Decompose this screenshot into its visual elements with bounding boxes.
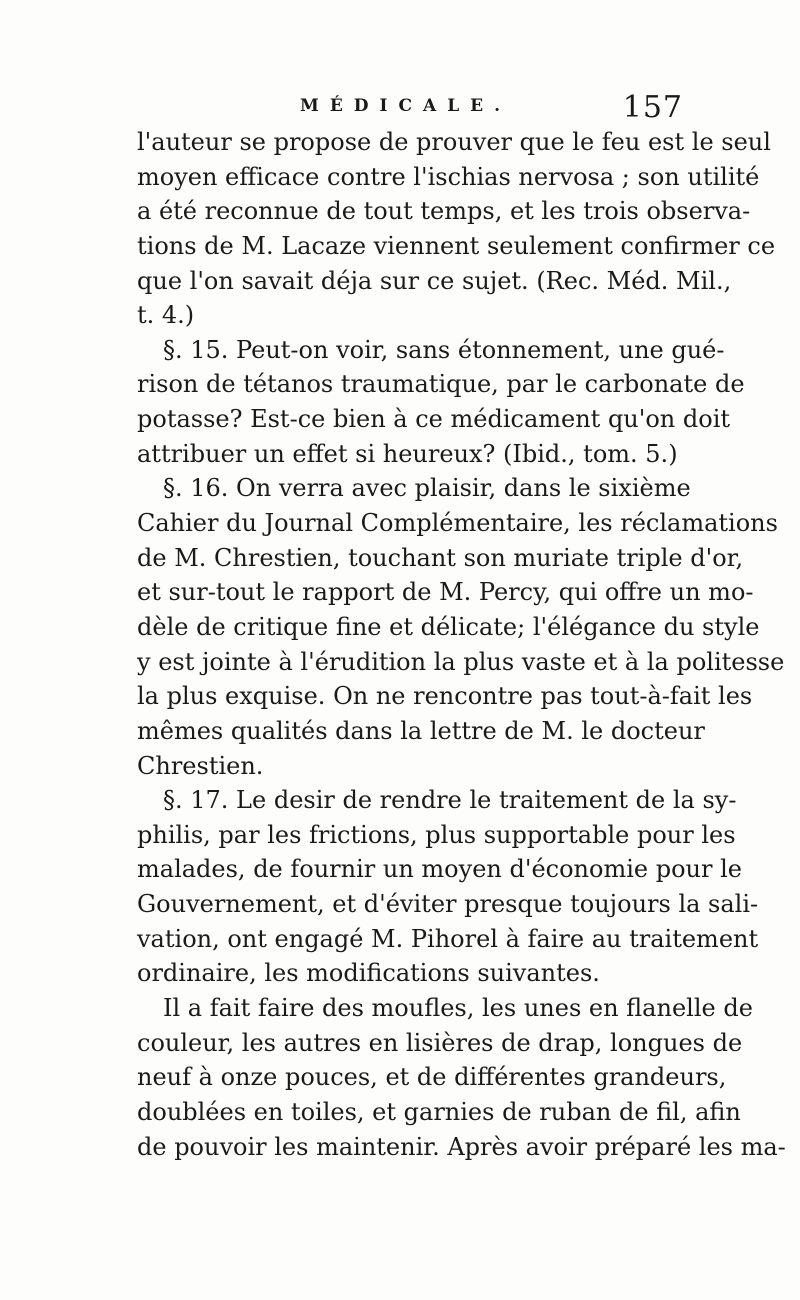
text-line: malades, de fournir un moyen d'économie pour le (137, 855, 742, 884)
paragraph-start-line: §. 16. On verra avec plaisir, dans le sixième (163, 474, 691, 503)
text-line: neuf à onze pouces, et de différentes grandeurs, (137, 1063, 727, 1092)
text-line: de pouvoir les maintenir. Après avoir préparé les ma- (137, 1132, 786, 1161)
text-line: rison de tétanos traumatique, par le carbonate de (137, 370, 745, 399)
text-line: de M. Chrestien, touchant son muriate triple d'or, (137, 543, 744, 572)
text-line: moyen efficace contre l'ischias nervosa ; son utilité (137, 162, 760, 191)
text-line: vation, ont engagé M. Pihorel à faire au traitement (137, 924, 759, 953)
paragraph-start-line: §. 17. Le desir de rendre le traitement de la sy- (163, 786, 737, 815)
page-number: 157 (622, 90, 683, 125)
text-line: dèle de critique fine et délicate; l'élégance du style (137, 612, 760, 641)
text-line: Chrestien. (137, 751, 264, 780)
text-line: couleur, les autres en lisières de drap, longues de (137, 1028, 743, 1057)
paragraph-start-line: Il a fait faire des moufles, les unes en flanelle de (163, 994, 753, 1023)
text-line: mêmes qualités dans la lettre de M. le docteur (137, 716, 705, 745)
text-line: philis, par les frictions, plus supportable pour les (137, 820, 736, 849)
text-line: que l'on savait déja sur ce sujet. (Rec. Méd. Mil., (137, 266, 732, 295)
body-text (137, 125, 786, 1164)
running-head: MÉDICALE. (300, 96, 512, 116)
text-line: et sur-tout le rapport de M. Percy, qui offre un mo- (137, 578, 754, 607)
text-line: Gouvernement, et d'éviter presque toujours la sali- (137, 890, 759, 919)
text-line: tions de M. Lacaze viennent seulement confirmer ce (137, 231, 776, 260)
text-line: t. 4.) (137, 301, 195, 330)
text-line: a été reconnue de tout temps, et les trois observa- (137, 197, 751, 226)
text-line: l'auteur se propose de prouver que le feu est le seul (137, 128, 771, 156)
text-line: doublées en toiles, et garnies de ruban de fil, afin (137, 1097, 741, 1126)
paragraph-start-line: §. 15. Peut-on voir, sans étonnement, une gué- (163, 335, 725, 364)
text-line: potasse? Est-ce bien à ce médicament qu'on doit (137, 405, 731, 434)
text-line: attribuer un effet si heureux? (Ibid., tom. 5.) (137, 439, 678, 468)
text-line: la plus exquise. On ne rencontre pas tout-à-fait les (137, 682, 753, 711)
text-line: Cahier du Journal Complémentaire, les réclamations (137, 509, 778, 538)
text-line: ordinaire, les modifications suivantes. (137, 959, 600, 988)
text-line: y est jointe à l'érudition la plus vaste et à la politesse (137, 647, 785, 676)
